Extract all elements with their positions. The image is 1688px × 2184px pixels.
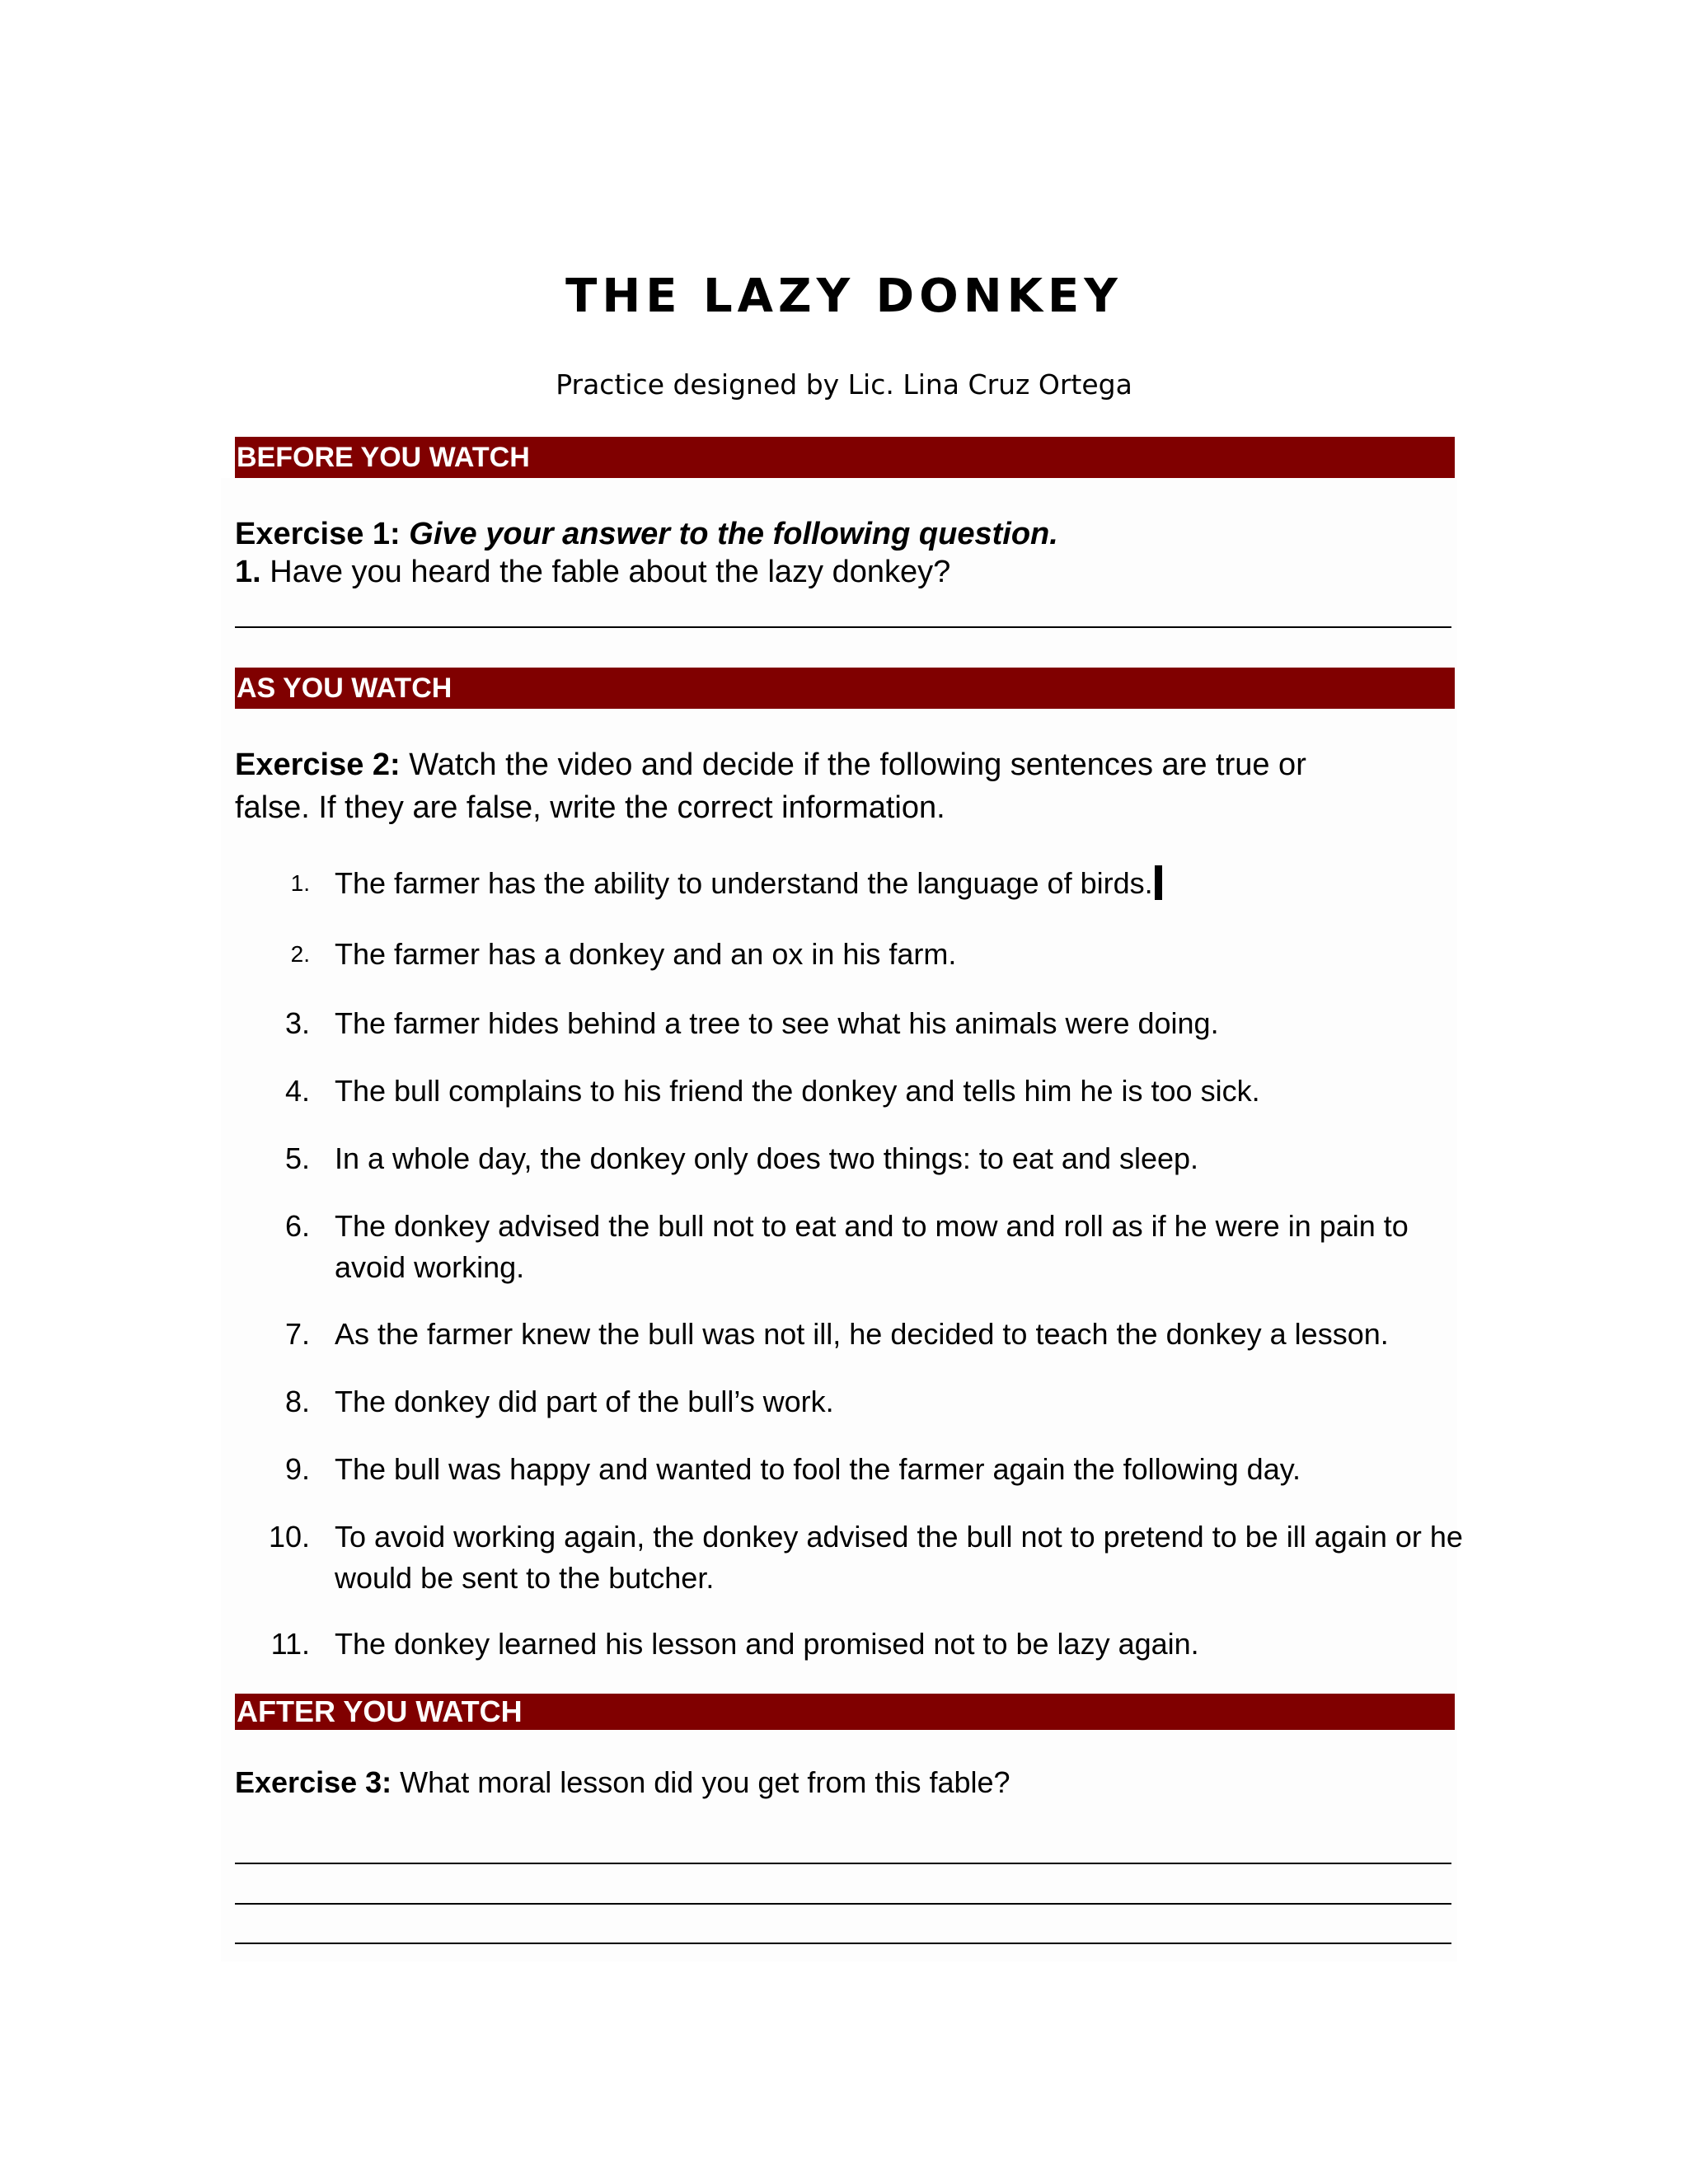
answer-line-exercise-3[interactable] [235, 1863, 1451, 1864]
list-item-number: 8. [284, 1385, 310, 1418]
text-cursor [1155, 865, 1162, 900]
list-item-number: 3. [284, 1006, 310, 1040]
list-item-number: 10. [268, 1520, 310, 1554]
section-header-after-you-watch [235, 1694, 1455, 1730]
list-item-number: 4. [284, 1074, 310, 1108]
exercise-1-instruction: Give your answer to the following question. [409, 517, 1058, 551]
section-header-as-you-watch [235, 668, 1455, 709]
list-item-text: The farmer hides behind a tree to see what his animals were doing. [335, 1006, 1219, 1040]
exercise-3-heading [235, 1763, 1010, 1802]
list-item-text: The donkey advised the bull not to eat and to mow and roll as if he were in pain to avoid working. [335, 1209, 1409, 1284]
exercise-2-instruction-line-2: false. If they are false, write the correct information. [235, 790, 945, 825]
section-header-label: AFTER YOU WATCH [237, 1694, 523, 1728]
list-item-text: The farmer has the ability to understand the language of birds. [335, 863, 1464, 904]
exercise-3-label: Exercise 3: [235, 1765, 392, 1799]
exercise-1-question [235, 552, 950, 592]
list-item-number: 6. [284, 1209, 310, 1243]
list-item-text: As the farmer knew the bull was not ill, he decided to teach the donkey a lesson. [335, 1317, 1389, 1351]
list-item-number: 5. [284, 1141, 310, 1175]
list-item-number: 2. [290, 941, 310, 967]
list-item-number: 7. [284, 1317, 310, 1351]
answer-line-exercise-3[interactable] [235, 1943, 1451, 1944]
exercise-1-question-number: 1. [235, 555, 261, 589]
answer-line-exercise-1[interactable] [235, 626, 1451, 628]
answer-line-exercise-3[interactable] [235, 1903, 1451, 1905]
section-header-before-you-watch [235, 437, 1455, 478]
page-subtitle: Practice designed by Lic. Lina Cruz Ortega [556, 368, 1132, 401]
list-item-text: The bull was happy and wanted to fool the farmer again the following day. [335, 1452, 1301, 1486]
section-header-label: BEFORE YOU WATCH [237, 442, 530, 473]
exercise-1-question-text: Have you heard the fable about the lazy donkey? [270, 555, 951, 589]
list-item-text: The donkey did part of the bull’s work. [335, 1385, 834, 1418]
exercise-2-instruction-line-1: Watch the video and decide if the following sentences are true or [409, 748, 1306, 782]
list-item-number: 9. [284, 1452, 310, 1486]
section-header-label: AS YOU WATCH [237, 673, 452, 704]
exercise-2-label: Exercise 2: [235, 748, 401, 782]
exercise-2-heading [235, 745, 1306, 785]
list-item-text: To avoid working again, the donkey advised the bull not to pretend to be ill again or he would be sent to the butcher. [335, 1520, 1463, 1595]
list-item-text: The bull complains to his friend the donkey and tells him he is too sick. [335, 1074, 1260, 1108]
page-title: THE LAZY DONKEY [565, 269, 1123, 323]
list-item-text: In a whole day, the donkey only does two things: to eat and sleep. [335, 1141, 1199, 1175]
exercise-1-label: Exercise 1: [235, 517, 401, 551]
exercise-1-heading [235, 514, 1058, 554]
list-item-number: 1. [290, 870, 310, 896]
list-item-number: 11. [270, 1627, 310, 1661]
list-item-text: The donkey learned his lesson and promised not to be lazy again. [335, 1627, 1199, 1661]
exercise-3-question: What moral lesson did you get from this fable? [400, 1765, 1010, 1799]
list-item-text: The farmer has a donkey and an ox in his farm. [335, 937, 957, 971]
